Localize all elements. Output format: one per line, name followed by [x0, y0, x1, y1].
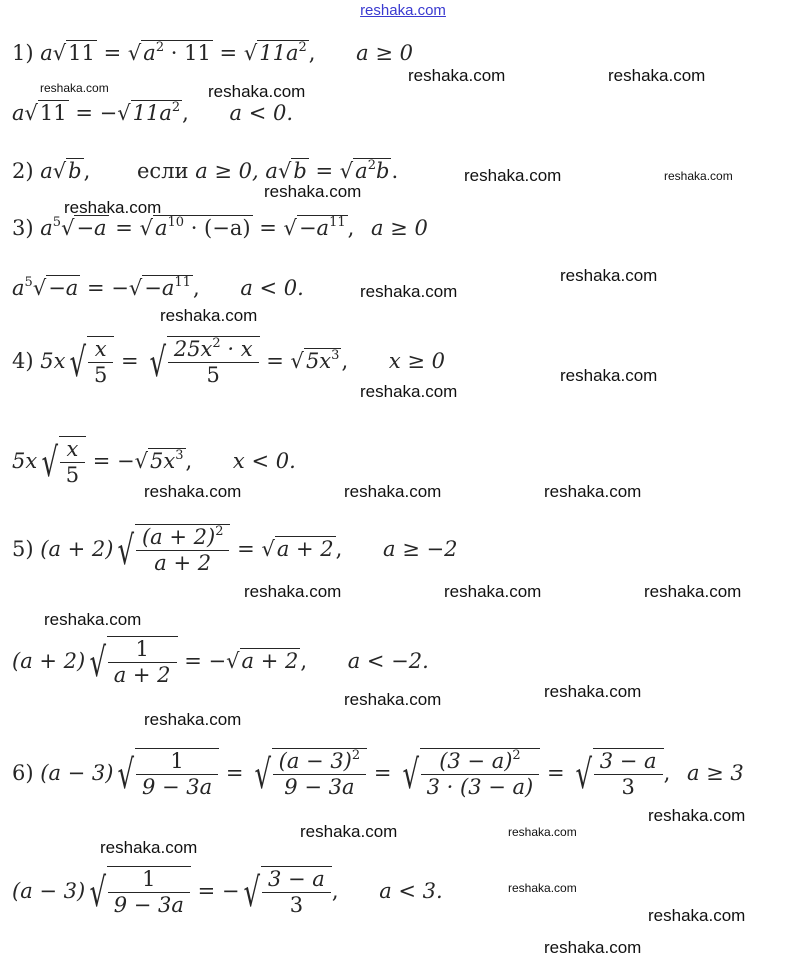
watermark: reshaka.com [360, 282, 458, 301]
watermark: reshaka.com [264, 182, 362, 201]
p6-line1: 6) (a − 3) √ $\frac{1}{9 - 3a}$ = √ $\frac{(a - 3)^2}{9 - 3a}$ = √ $\frac{(3 - a)^2}{3 \cdot (3 - a)}$ = √ $\frac{3 - a}{3}$ , a ≥ 3 [12, 748, 744, 799]
watermark: reshaka.com [544, 938, 642, 957]
watermark: reshaka.com [544, 482, 642, 501]
p5-line1: 5) (a + 2) √ $\frac{(a + 2)^2}{a + 2}$ = √a + 2, a ≥ −2 [12, 524, 458, 575]
watermark: reshaka.com [208, 82, 306, 101]
watermark: reshaka.com [508, 881, 577, 895]
watermark: reshaka.com [160, 306, 258, 325]
p5-line2: (a + 2) √ $\frac{1}{a + 2}$ = −√a + 2, a < −2. [12, 637, 429, 687]
watermark: reshaka.com [100, 838, 198, 857]
watermark: reshaka.com [648, 906, 746, 925]
p4-line1: 4) 5x √ $\frac{x}{5}$ = √ $\frac{25x^2 \cdot x}{5}$ = $√5x^3$, x ≥ 0 [12, 336, 445, 387]
watermark: reshaka.com [648, 806, 746, 825]
watermark: reshaka.com [408, 66, 506, 85]
watermark: reshaka.com [560, 266, 658, 285]
site-header-link[interactable]: reshaka.com [360, 2, 446, 19]
watermark: reshaka.com [464, 166, 562, 185]
watermark: reshaka.com [144, 710, 242, 729]
watermark: reshaka.com [40, 81, 109, 95]
p4-line2: 5x √ $\frac{x}{5}$ = $-√5x^3$, x < 0. [12, 437, 296, 487]
watermark: reshaka.com [344, 690, 442, 709]
p3-line1: 3) $a^5√-a = √a^{10} \cdot (-a) = √-a^{11}$, a ≥ 0 [12, 215, 428, 240]
p3-line2: $a^5√-a = -√-a^{11}$, a < 0. [12, 275, 304, 300]
watermark: reshaka.com [44, 610, 142, 629]
watermark: reshaka.com [344, 482, 442, 501]
p1-line2: $a√11 = -√11a^2$, a < 0. [12, 100, 294, 125]
watermark: reshaka.com [444, 582, 542, 601]
watermark: reshaka.com [360, 382, 458, 401]
watermark: reshaka.com [560, 366, 658, 385]
p1-line1: 1) $a√11 = √a^2 \cdot 11 = √11a^2$, a ≥ 0 [12, 40, 413, 65]
p2-line1: 2) a√b, если a ≥ 0, $a√b = √a^2b$. [12, 158, 399, 183]
watermark: reshaka.com [608, 66, 706, 85]
watermark: reshaka.com [544, 682, 642, 701]
watermark: reshaka.com [244, 582, 342, 601]
watermark: reshaka.com [144, 482, 242, 501]
watermark: reshaka.com [664, 169, 733, 183]
watermark: reshaka.com [508, 825, 577, 839]
watermark: reshaka.com [300, 822, 398, 841]
watermark: reshaka.com [644, 582, 742, 601]
p6-line2: (a − 3) √ $\frac{1}{9 - 3a}$ = − √ $\frac{3 - a}{3}$ , a < 3. [12, 867, 443, 917]
watermark: reshaka.com [64, 198, 162, 217]
